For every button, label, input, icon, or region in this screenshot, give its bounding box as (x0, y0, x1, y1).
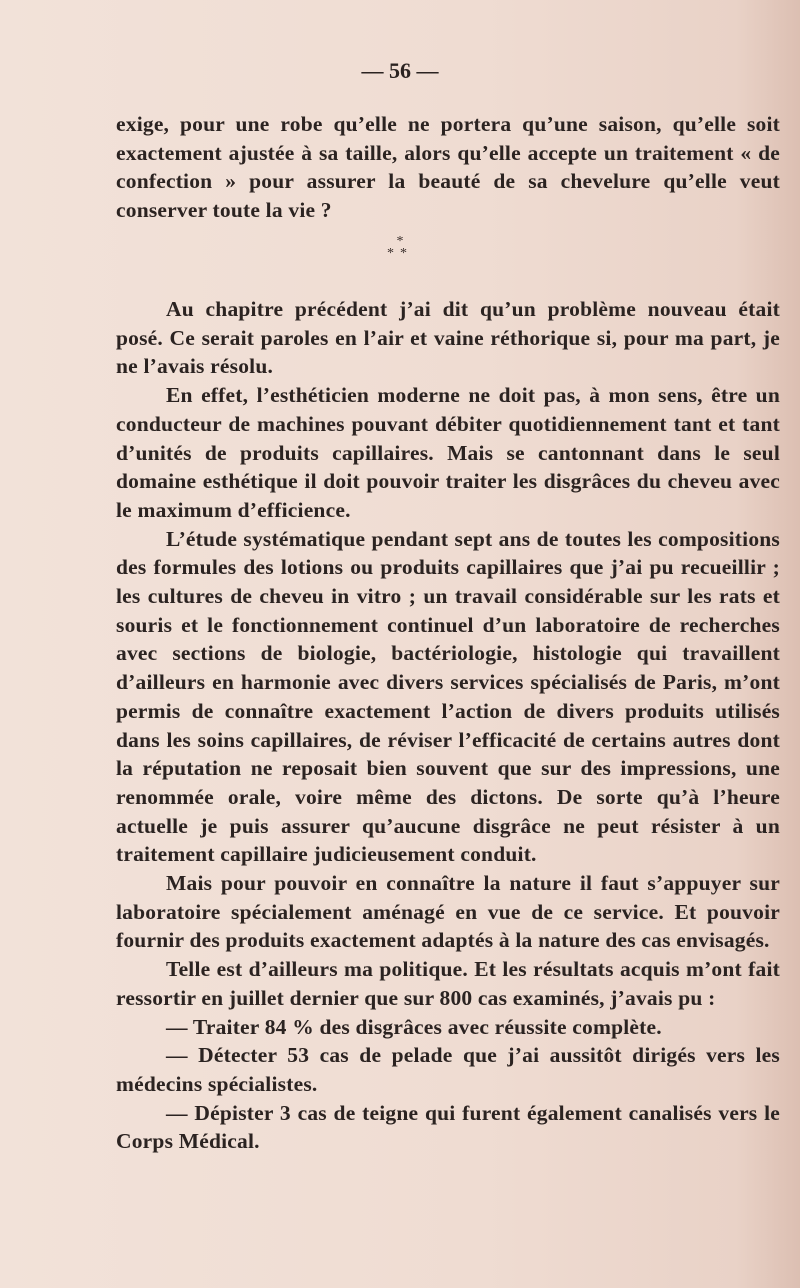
list-item: — Traiter 84 % des disgrâces avec réussite complète. (166, 1014, 662, 1039)
paragraph: En effet, l’esthéticien moderne ne doit pas, à mon sens, être un conducteur de machines pouvant débiter quotidiennement tant et tant d’unités de produits capillaires. Mais se cantonnant dans le seul domaine esthétique il doit pouvoir traiter les disgrâces du cheveu avec le maximum d’efficience. (116, 383, 780, 522)
ornament-star-bottom: ** (387, 246, 413, 261)
paragraph: Au chapitre précédent j’ai dit qu’un problème nouveau était posé. Ce serait paroles en l’air et vaine réthorique si, pour ma part, je ne l’avais résolu. (116, 297, 780, 379)
intro-paragraph: exige, pour une robe qu’elle ne portera qu’une saison, qu’elle soit exactement ajustée à sa taille, alors qu’elle accepte un traitement « de confection » pour assurer la beauté de sa chevelure qu’elle veut conserver toute la vie ? (116, 112, 780, 223)
list-item: — Dépister 3 cas de teigne qui furent également canalisés vers le Corps Médical. (116, 1100, 780, 1154)
ornament-star-top: * (396, 234, 404, 249)
paragraph: Telle est d’ailleurs ma politique. Et les résultats acquis m’ont fait ressortir en juillet dernier que sur 800 cas examinés, j’avais pu : (116, 957, 780, 1010)
intro-text-block (116, 110, 780, 225)
section-ornament (0, 236, 800, 260)
list-item: — Détecter 53 cas de pelade que j’ai aussitôt dirigés vers les médecins spécialistes. (116, 1043, 780, 1096)
page-number: — 56 — (361, 58, 439, 83)
paragraph: L’étude systématique pendant sept ans de toutes les compositions des formules des lotions ou produits capillaires que j’ai pu recueillir ; les cultures de cheveu in vitro ; un travail considérable sur les rats et souris et le fonctionnement continuel d’un laboratoire de recherches avec sections de biologie, bactériologie, histologie qui travaillent d’ailleurs en harmonie avec divers services spécialisés de Paris, m’ont permis de connaître exactement l’action de divers produits utilisés dans les soins capillaires, de réviser l’efficacité de certains autres dont la réputation ne reposait bien souvent que sur des impressions, une renommée orale, voire même des dictons. De sorte qu’à l’heure actuelle je puis assurer qu’aucune disgrâce ne peut résister à un traitement capillaire judicieusement conduit. (116, 526, 780, 867)
main-text-block (116, 295, 780, 1156)
paragraph: Mais pour pouvoir en connaître la nature il faut s’appuyer sur laboratoire spécialement aménagé en vue de ce service. Et pouvoir fournir des produits exactement adaptés à la nature des cas envisagés. (116, 871, 780, 953)
